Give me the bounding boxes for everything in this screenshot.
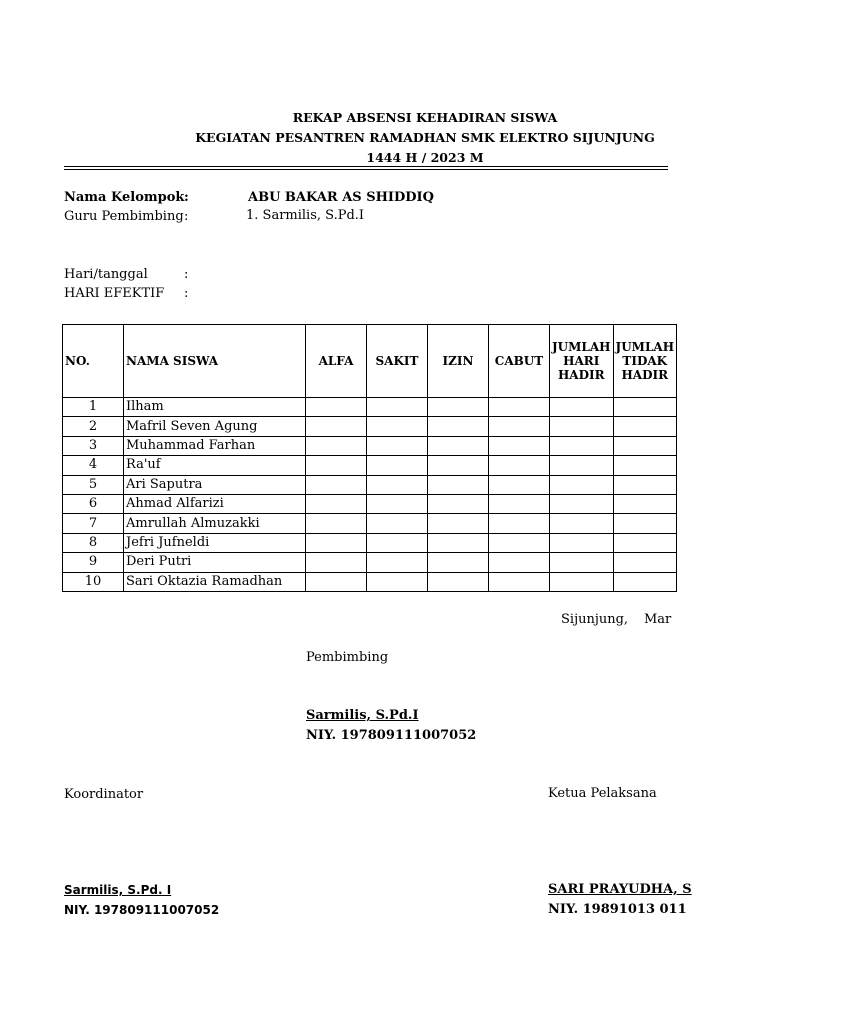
row-sakit-cell — [367, 417, 428, 436]
row-student-name: Deri Putri — [124, 553, 306, 572]
row-alfa-cell — [306, 533, 367, 552]
row-no: 8 — [63, 533, 124, 552]
ketua-label: Ketua Pelaksana — [548, 786, 657, 801]
guru-value: 1. Sarmilis, S.Pd.I — [246, 208, 365, 223]
row-hadir-cell — [550, 417, 614, 436]
row-student-name: Ilham — [124, 398, 306, 417]
table-row — [63, 456, 677, 475]
row-izin-cell — [428, 417, 489, 436]
header-rule-top — [64, 166, 668, 167]
guru-colon: : — [184, 209, 189, 224]
row-no: 3 — [63, 436, 124, 455]
row-hadir-cell — [550, 533, 614, 552]
efektif-label: HARI EFEKTIF — [64, 286, 165, 301]
row-alfa-cell — [306, 572, 367, 591]
row-no: 9 — [63, 553, 124, 572]
row-tidak-hadir-cell — [613, 475, 677, 494]
row-no: 7 — [63, 514, 124, 533]
row-cabut-cell — [489, 417, 550, 436]
row-student-name: Ra'uf — [124, 456, 306, 475]
row-hadir-cell — [550, 494, 614, 513]
attendance-body — [63, 398, 677, 592]
header-rule-bottom — [64, 169, 668, 170]
col-sakit-header: SAKIT — [367, 325, 428, 398]
col-alfa-header: ALFA — [306, 325, 367, 398]
row-no: 1 — [63, 398, 124, 417]
row-hadir-cell — [550, 475, 614, 494]
pembimbing-niy: NIY. 197809111007052 — [306, 728, 477, 743]
col-cabut-header: CABUT — [489, 325, 550, 398]
table-header-row — [63, 325, 677, 398]
row-sakit-cell — [367, 553, 428, 572]
row-izin-cell — [428, 398, 489, 417]
row-hadir-cell — [550, 456, 614, 475]
row-no: 6 — [63, 494, 124, 513]
row-alfa-cell — [306, 436, 367, 455]
table-row — [63, 533, 677, 552]
table-row — [63, 553, 677, 572]
row-cabut-cell — [489, 456, 550, 475]
doc-title-line1: REKAP ABSENSI KEHADIRAN SISWA — [292, 110, 558, 125]
row-hadir-cell — [550, 553, 614, 572]
row-izin-cell — [428, 514, 489, 533]
row-izin-cell — [428, 533, 489, 552]
row-cabut-cell — [489, 514, 550, 533]
row-student-name: Jefri Jufneldi — [124, 533, 306, 552]
col-izin-header: IZIN — [428, 325, 489, 398]
hari-colon: : — [184, 267, 189, 282]
row-izin-cell — [428, 475, 489, 494]
efektif-colon: : — [184, 286, 189, 301]
row-alfa-cell — [306, 514, 367, 533]
row-izin-cell — [428, 456, 489, 475]
row-cabut-cell — [489, 494, 550, 513]
koordinator-label: Koordinator — [64, 787, 144, 802]
row-hadir-cell — [550, 572, 614, 591]
row-alfa-cell — [306, 417, 367, 436]
hari-label: Hari/tanggal — [64, 267, 148, 282]
row-cabut-cell — [489, 533, 550, 552]
row-student-name: Ari Saputra — [124, 475, 306, 494]
row-sakit-cell — [367, 475, 428, 494]
koordinator-niy: NIY. 197809111007052 — [64, 903, 220, 917]
row-tidak-hadir-cell — [613, 436, 677, 455]
sign-month: Mar — [644, 612, 672, 627]
row-tidak-hadir-cell — [613, 533, 677, 552]
table-row — [63, 514, 677, 533]
row-sakit-cell — [367, 533, 428, 552]
row-izin-cell — [428, 436, 489, 455]
row-student-name: Amrullah Almuzakki — [124, 514, 306, 533]
doc-title-line2: KEGIATAN PESANTREN RAMADHAN SMK ELEKTRO SIJUNJUNG — [195, 130, 655, 145]
row-cabut-cell — [489, 475, 550, 494]
row-sakit-cell — [367, 436, 428, 455]
table-row — [63, 475, 677, 494]
table-row — [63, 436, 677, 455]
row-cabut-cell — [489, 398, 550, 417]
row-student-name: Ahmad Alfarizi — [124, 494, 306, 513]
row-no: 5 — [63, 475, 124, 494]
table-row — [63, 572, 677, 591]
row-alfa-cell — [306, 456, 367, 475]
row-alfa-cell — [306, 494, 367, 513]
row-cabut-cell — [489, 553, 550, 572]
row-cabut-cell — [489, 436, 550, 455]
row-tidak-hadir-cell — [613, 553, 677, 572]
row-student-name: Sari Oktazia Ramadhan — [124, 572, 306, 591]
col-hadir-header: JUMLAH HARI HADIR — [550, 325, 614, 398]
ketua-niy: NIY. 19891013 011 — [548, 902, 687, 917]
row-tidak-hadir-cell — [613, 456, 677, 475]
row-sakit-cell — [367, 494, 428, 513]
kelompok-value: ABU BAKAR AS SHIDDIQ — [248, 190, 434, 205]
table-row — [63, 417, 677, 436]
row-tidak-hadir-cell — [613, 494, 677, 513]
sign-place: Sijunjung, — [561, 612, 629, 627]
row-tidak-hadir-cell — [613, 417, 677, 436]
row-no: 2 — [63, 417, 124, 436]
koordinator-name: Sarmilis, S.Pd. I — [64, 883, 172, 897]
table-row — [63, 398, 677, 417]
ketua-name: SARI PRAYUDHA, S — [548, 882, 692, 897]
col-no-header: NO. — [63, 325, 124, 398]
row-hadir-cell — [550, 514, 614, 533]
attendance-table — [62, 324, 677, 592]
row-no: 4 — [63, 456, 124, 475]
row-tidak-hadir-cell — [613, 514, 677, 533]
row-cabut-cell — [489, 572, 550, 591]
row-alfa-cell — [306, 398, 367, 417]
table-row — [63, 494, 677, 513]
row-hadir-cell — [550, 398, 614, 417]
col-tidak-hadir-header: JUMLAH TIDAK HADIR — [613, 325, 677, 398]
row-tidak-hadir-cell — [613, 398, 677, 417]
row-student-name: Mafril Seven Agung — [124, 417, 306, 436]
row-sakit-cell — [367, 398, 428, 417]
row-sakit-cell — [367, 514, 428, 533]
row-izin-cell — [428, 494, 489, 513]
pembimbing-name: Sarmilis, S.Pd.I — [306, 708, 419, 723]
row-izin-cell — [428, 572, 489, 591]
pembimbing-label: Pembimbing — [306, 650, 389, 665]
col-nama-header: NAMA SISWA — [124, 325, 306, 398]
row-alfa-cell — [306, 475, 367, 494]
row-no: 10 — [63, 572, 124, 591]
row-sakit-cell — [367, 456, 428, 475]
row-sakit-cell — [367, 572, 428, 591]
row-izin-cell — [428, 553, 489, 572]
guru-label: Guru Pembimbing — [64, 209, 184, 224]
doc-title-line3: 1444 H / 2023 M — [366, 150, 484, 165]
kelompok-label: Nama Kelompok — [64, 190, 185, 205]
row-student-name: Muhammad Farhan — [124, 436, 306, 455]
row-hadir-cell — [550, 436, 614, 455]
kelompok-colon: : — [184, 190, 189, 205]
row-alfa-cell — [306, 553, 367, 572]
row-tidak-hadir-cell — [613, 572, 677, 591]
